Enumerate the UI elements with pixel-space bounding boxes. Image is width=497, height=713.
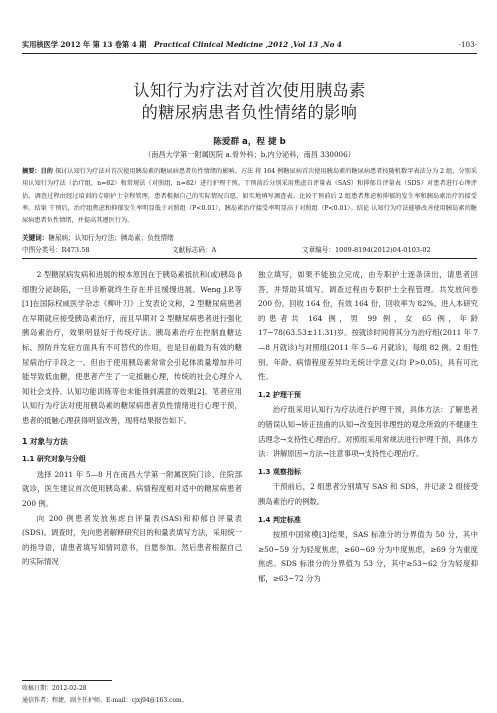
paragraph-1-2: 治疗组采用认知行为疗法进行护理干预，具体方法：了解患者的错误认知→矫正扭曲的认知→改变因非理性的观念所致的不健康生活理念→支持性心理治疗。对照组采用常规法进行护理干预，具体方法：讲解原因→方法→注意事项→支持性心理治疗。 <box>258 405 478 459</box>
subsection-heading-1-4: 1.4 判定标准 <box>258 515 301 524</box>
title-line-1: 认知行为疗法对首次使用胰岛素 <box>133 81 366 100</box>
header-rule <box>22 53 477 54</box>
paragraph-1-3: 干预前后，2 组患者分别填写 SAS 和 SDS，并记录 2 组接受胰岛素治疗的例数。 <box>258 482 478 506</box>
clc-number: 中图分类号：R473.58 <box>22 246 90 254</box>
abstract-text: 探讨认知行为疗法对首次使用胰岛素的糖尿病患者负性情绪的影响。方法 将 164 例糖尿病首次使用胰岛素的糖尿病患者按随机数字表法分为 2 组，分别采用认知行为疗法（治疗组，n=82）和常规法（对照组，n=82）进行护理干预。干预前后分别采用焦虑自评量表（SAS）和抑郁自评量表（SDS）对患者进行心理评估，调查过程由经过培训的专职护士全程管理，患者根据自己的实际情况自愿，如实地填写调查表。比较干预前后 2 组患者焦虑和抑郁的发生率和胰岛素治疗的接受率。结果 干预后，治疗组焦虑和抑郁发生率明显低于对照组（P<0.01），胰岛素治疗接受率明显高于对照组（P<0.01）。结论 认知行为疗法能够改善使用胰岛素的糖尿病患者负性情绪，并提高其遵医行为。 <box>22 168 478 225</box>
paragraph-1-1b: 向 200 例患者发放焦虑自评量表(SAS)和抑郁自评量表(SDS)。调查时，先向患者解释研究目的和量表填写方法，采用统一的指导语，请患者填写知情同意书，自愿参加。然后患者根据自己的实际情况 <box>22 513 242 567</box>
page-number: ·103· <box>458 40 477 49</box>
paragraph-1-1c: 独立填写，如果不能独立完成，由专职护士逐条读出，请患者回答，并帮助其填写。调查过程由专职护士全程管理。共发放问卷 200 份，回收 164 份，有效 164 份，回收率为 82%。进入本研究的患者共 164 例，男 99 例，女 65 例，年龄 17~78(63.53±11.31)岁。按就诊时间将其分为治疗组(2011 年 7—8 月就诊)与对照组(2011 年 5—6 月就诊)，每组 82 例。2 组性别、年龄、病情程度差异均无统计学意义(均 P>0.05)，具有可比性。 <box>258 270 478 382</box>
authors: 陈爱群 a，程 捷 b <box>213 137 286 147</box>
right-column <box>258 268 478 586</box>
title-line-2: 的糖尿病患者负性情绪的影响 <box>141 103 358 122</box>
intro-paragraph: 2 型糖尿病发病和进展的根本原因在于胰岛素抵抗和(或)胰岛 β 细胞分泌缺陷，一旦诊断就终生存在并且缓慢进展。Weng J.P.等[1]在国际权威医学杂志《柳叶刀》上发表论文称，2 型糖尿病患者在早期就应接受胰岛素治疗，而且早期对 2 型糖尿病患者进行强化胰岛素治疗，效果明显好于传统疗法。胰岛素治疗在控制血糖达标、预防并发症方面具有不可替代的作用，也是目前最为有效的糖尿病治疗手段之一。但由于使用胰岛素常常会引起体质量增加并可能导致低血糖，使患者产生了一定抵触心理，传统的社会心理介入知社会支持、认知功能训练等也未能得到满意的效果[2]。笔者应用认知行为疗法对使用胰岛素的糖尿病患者负性情绪进行心理干预，患者的抵触心理获得明显改善，现将结果报告如下。 <box>22 270 242 425</box>
footnote-rule <box>22 680 112 681</box>
paragraph-1-4: 按照中国常模[3]结果，SAS 标准分的分界值为 50 分，其中≥50~59 分为轻度焦虑，≥60~69 分为中度焦虑，≥69 分为重度焦虑。SDS 标准分的分界值为 53 分，其中≥53~62 分为轻度抑郁，≥63~72 分为 <box>258 530 478 583</box>
article-number: 文章编号：1009-8194(2012)04-0103-02 <box>302 246 431 254</box>
document-code: 文献标志码：A <box>172 246 217 254</box>
journal-name-en: Practical Clinical Medicine ,2012 ,Vol 13 ,No 4 <box>153 40 342 49</box>
footnote-received: 收稿日期：2012-02-28 <box>22 685 87 692</box>
keywords-text: 糖尿病；认知行为疗法；胰岛素；负性情绪 <box>48 234 174 242</box>
running-header <box>22 38 477 52</box>
footnote-author: 通信作者：程捷，副主任护师，E-mail：cjxj94@163.com。 <box>22 697 188 704</box>
abstract-label: 摘要：目的 <box>22 168 53 175</box>
paragraph-1-1a: 选择 2011 年 5—8 月在南昌大学第一附属医院门诊、住院部就诊，医生建议首次使用胰岛素、病情程度相对适中的糖尿病患者 200 例。 <box>22 469 242 508</box>
keywords-label: 关键词： <box>22 234 49 242</box>
journal-name-cn: 实用核医学 2012 年 第 13 卷第 4 期 <box>22 40 147 49</box>
abstract <box>22 166 477 227</box>
abstract-rule <box>22 258 477 259</box>
affiliation: （南昌大学第一附属医院 a.骨外科；b.内分泌科，南昌 330006） <box>144 150 355 159</box>
subsection-heading-1-1: 1.1 研究对象与分组 <box>22 455 86 464</box>
section-heading-1: 1 对象与方法 <box>22 436 68 446</box>
subsection-heading-1-3: 1.3 观察指标 <box>258 467 301 476</box>
subsection-heading-1-2: 1.2 护理干预 <box>258 390 301 399</box>
keywords <box>22 232 477 244</box>
left-column <box>22 268 242 570</box>
